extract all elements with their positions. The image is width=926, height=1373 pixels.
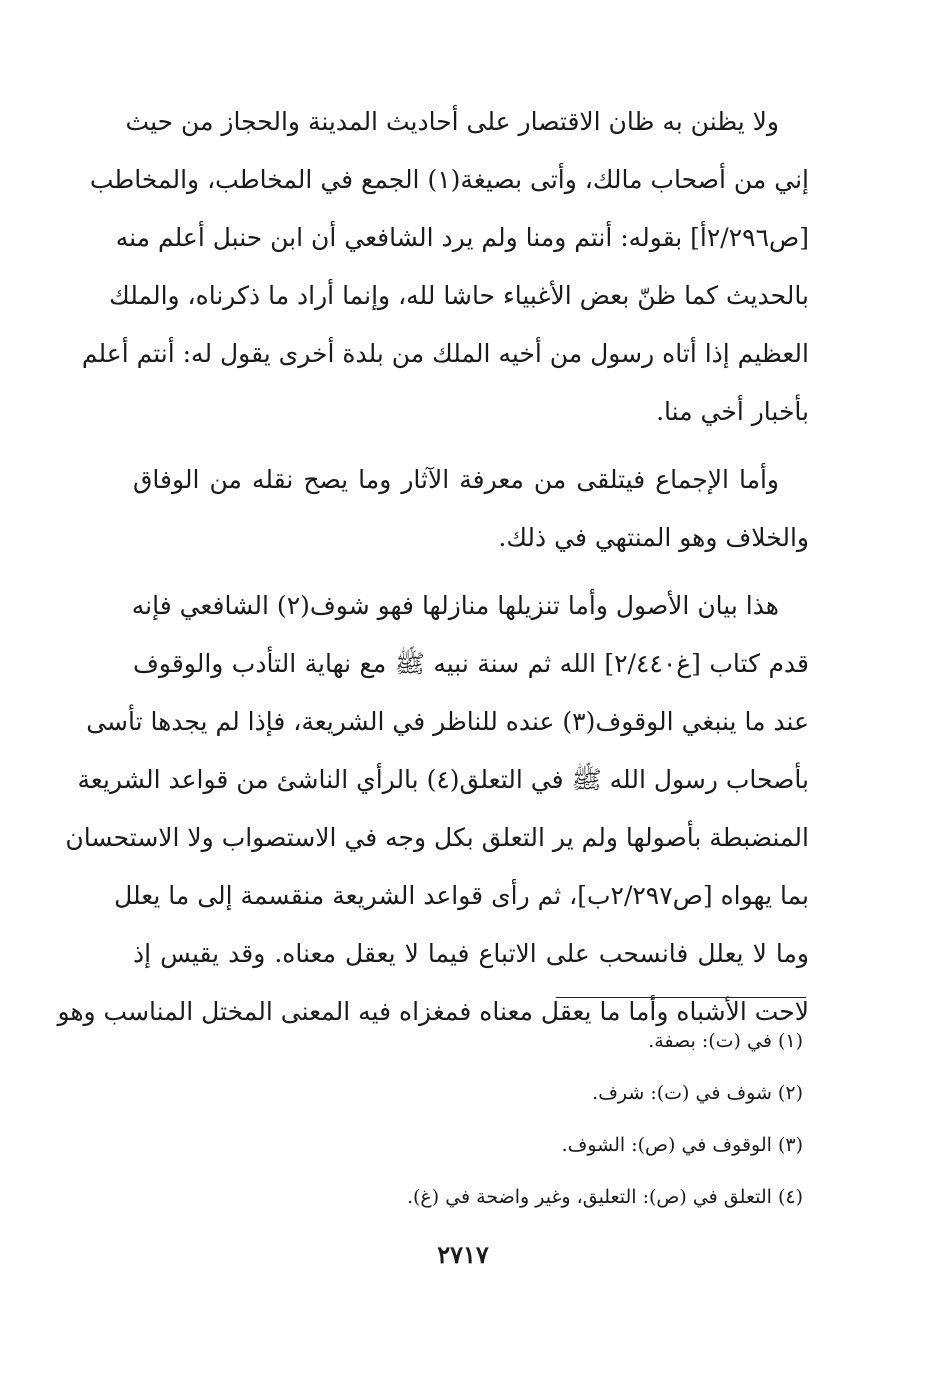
- footnotes: [133, 1015, 809, 1223]
- text-line: قدم كتاب [غ٢/٤٤٠] الله ثم سنة نبيه ﷺ مع نهاية التأدب والوقوف: [133, 649, 809, 678]
- text-line: وأما الإجماع فيتلقى من معرفة الآثار وما يصح نقله من الوفاق: [133, 465, 779, 494]
- text-line: عند ما ينبغي الوقوف(٣) عنده للناظر في الشريعة، فإذا لم يجدها تأسى: [86, 707, 809, 736]
- text-line: وما لا يعلل فانسحب على الاتباع فيما لا يعقل معناه. وقد يقيس إذ: [133, 939, 809, 968]
- text-line: هذا بيان الأصول وأما تنزيلها منازلها فهو شوف(٢) الشافعي فإنه: [131, 591, 779, 620]
- text-line: العظيم إذا أتاه رسول من أخيه الملك من بلدة أخرى يقول له: أنتم أعلم: [81, 339, 809, 368]
- text-line: لاحت الأشباه وأما ما يعقل معناه فمغزاه فيه المعنى المختل المناسب وهو: [57, 997, 809, 1026]
- text-line: والخلاف وهو المنتهي في ذلك.: [498, 523, 809, 552]
- text-line: المنضبطة بأصولها ولم ير التعلق بكل وجه في الاستصواب ولا الاستحسان: [65, 823, 809, 852]
- footnote: (٢) شوف في (ت): شرف.: [592, 1082, 803, 1104]
- text-line: إني من أصحاب مالك، وأتى بصيغة(١) الجمع في المخاطب، والمخاطب: [89, 165, 809, 194]
- footnote-separator: [556, 997, 806, 998]
- footnote: (٤) التعلق في (ص): التعليق، وغير واضحة في (غ).: [406, 1186, 803, 1208]
- text-line: بأخبار أخي منا.: [656, 397, 809, 426]
- paragraph-gap: [133, 441, 809, 451]
- footnote: (٣) الوقوف في (ص): الشوف.: [561, 1134, 803, 1156]
- main-text: [57, 93, 809, 1041]
- text-line: [ص٢/٢٩٦أ] بقوله: أنتم ومنا ولم يرد الشافعي أن ابن حنبل أعلم منه: [115, 223, 809, 252]
- text-line: ولا يظنن به ظان الاقتصار على أحاديث المدينة والحجاز من حيث: [125, 107, 779, 136]
- paragraph-gap: [133, 567, 809, 577]
- footnote: (١) في (ت): بصفة.: [648, 1030, 803, 1052]
- text-line: بما يهواه [ص٢/٢٩٧ب]، ثم رأى قواعد الشريعة منقسمة إلى ما يعلل: [114, 881, 809, 910]
- text-line: بأصحاب رسول الله ﷺ في التعلق(٤) بالرأي الناشئ من قواعد الشريعة: [77, 765, 809, 794]
- page-number: ٢٧١٧: [437, 1240, 489, 1269]
- text-line: بالحديث كما ظنّ بعض الأغبياء حاشا لله، وإنما أراد ما ذكرناه، والملك: [109, 281, 809, 310]
